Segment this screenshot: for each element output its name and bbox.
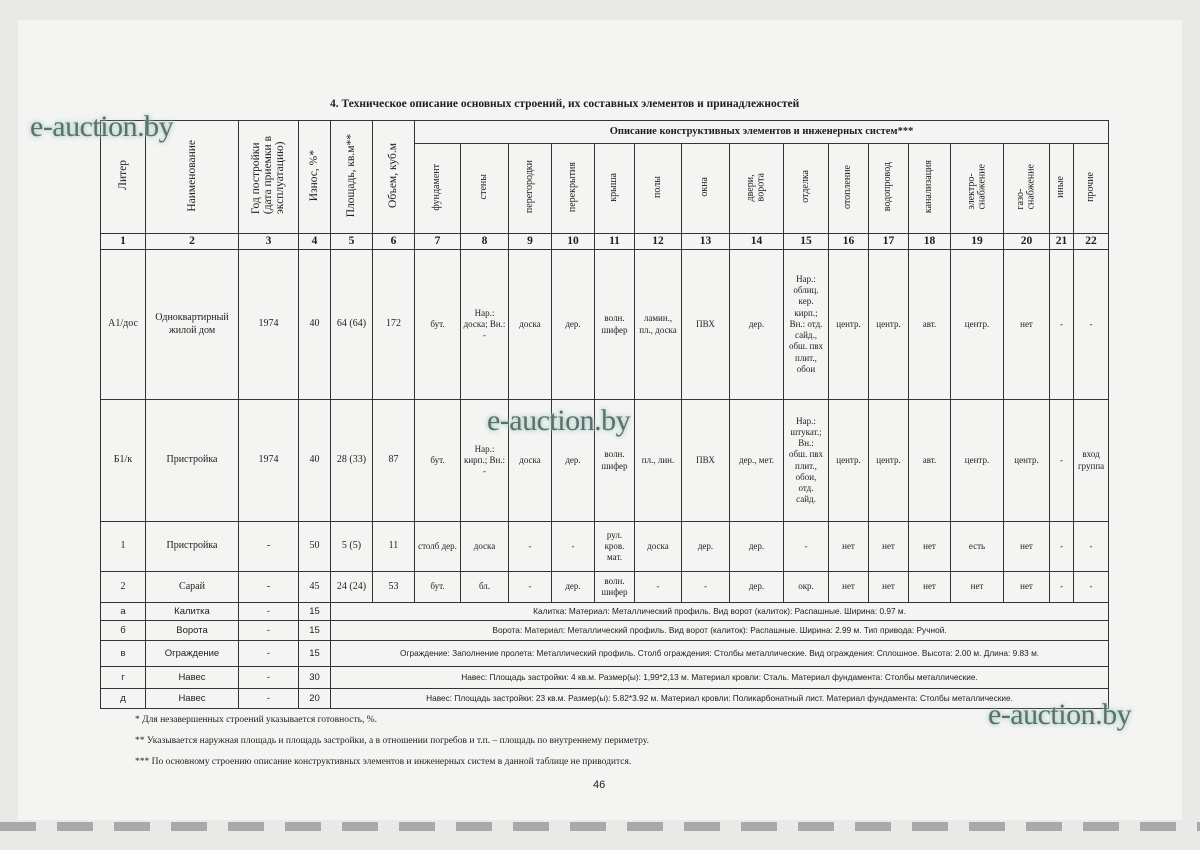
table-cell: - <box>239 621 299 641</box>
column-header <box>373 121 415 234</box>
description-cell: Навес: Площадь застройки: 23 кв.м. Размер(ы): 5.82*3.92 м. Материал кровли: Поликарбонатный лист. Материал фундамента: Столбы металлические. <box>331 689 1109 709</box>
table-cell: Сарай <box>146 572 239 603</box>
watermark: e-auction.by <box>487 404 631 437</box>
footnotes <box>135 710 649 773</box>
table-cell: - <box>682 572 730 603</box>
scan-edge-mark <box>798 822 834 831</box>
column-number: 8 <box>461 234 509 250</box>
table-cell: дер. <box>730 572 784 603</box>
column-header-label: газо- снабжение <box>1015 164 1037 210</box>
table-cell: 1 <box>101 522 146 572</box>
column-number: 16 <box>829 234 869 250</box>
column-header <box>1074 144 1109 234</box>
column-number: 12 <box>635 234 682 250</box>
column-header <box>730 144 784 234</box>
table-cell: 64 (64) <box>331 250 373 400</box>
table-cell: дер. <box>730 250 784 400</box>
table-cell: - <box>552 522 595 572</box>
table-cell: - <box>239 667 299 689</box>
column-header-label: Литер <box>116 160 129 191</box>
scan-edge-mark <box>684 822 720 831</box>
table-cell: доска <box>461 522 509 572</box>
scan-edge-mark <box>969 822 1005 831</box>
table-cell: центр. <box>869 400 909 522</box>
table-cell: - <box>1050 522 1074 572</box>
table-row <box>101 522 1109 572</box>
table-cell: авт. <box>909 400 951 522</box>
column-number: 18 <box>909 234 951 250</box>
column-number: 6 <box>373 234 415 250</box>
table-cell: 24 (24) <box>331 572 373 603</box>
table-cell: нет <box>909 522 951 572</box>
column-number: 10 <box>552 234 595 250</box>
column-number: 17 <box>869 234 909 250</box>
column-number: 13 <box>682 234 730 250</box>
table-cell: есть <box>951 522 1004 572</box>
table-cell: д <box>101 689 146 709</box>
table-cell: Б1/к <box>101 400 146 522</box>
scan-edge-mark <box>513 822 549 831</box>
table-cell: центр. <box>869 250 909 400</box>
table-cell: ПВХ <box>682 400 730 522</box>
description-cell: Навес: Площадь застройки: 4 кв.м. Размер(ы): 1,99*2,13 м. Материал кровли: Сталь. Материал фундамента: Столбы металлические. <box>331 667 1109 689</box>
column-header <box>299 121 331 234</box>
scan-edge-mark <box>171 822 207 831</box>
description-cell: Калитка: Материал: Металлический профиль. Вид ворот (калиток): Распашные. Ширина: 0.97 м. <box>331 603 1109 621</box>
table-cell: Навес <box>146 689 239 709</box>
column-header <box>509 144 552 234</box>
table-row <box>101 667 1109 689</box>
column-header <box>784 144 829 234</box>
table-cell: - <box>509 522 552 572</box>
table-cell: нет <box>1004 250 1050 400</box>
table-cell: Нар.: доска; Вн.: - <box>461 250 509 400</box>
column-number: 20 <box>1004 234 1050 250</box>
table-cell: - <box>635 572 682 603</box>
column-header <box>552 144 595 234</box>
column-header-label: перекрытия <box>566 161 578 212</box>
table-row <box>101 689 1109 709</box>
table-cell: - <box>509 572 552 603</box>
table-cell: 1974 <box>239 250 299 400</box>
table-cell: нет <box>909 572 951 603</box>
table-cell: 1974 <box>239 400 299 522</box>
scan-edge-mark <box>1140 822 1176 831</box>
column-number: 2 <box>146 234 239 250</box>
table-cell: - <box>239 522 299 572</box>
table-cell: 2 <box>101 572 146 603</box>
watermark: e-auction.by <box>988 698 1132 731</box>
column-header <box>239 121 299 234</box>
table-cell: - <box>239 603 299 621</box>
column-group-header: Описание конструктивных элементов и инженерных систем*** <box>415 121 1109 144</box>
table-cell: 40 <box>299 250 331 400</box>
table-row <box>101 250 1109 400</box>
table-cell: г <box>101 667 146 689</box>
scan-edge-mark <box>0 822 36 831</box>
footnote: ** Указывается наружная площадь и площадь застройки, а в отношении погребов и т.п. – площадь по внутреннему периметру. <box>135 736 649 746</box>
column-header <box>909 144 951 234</box>
table-row <box>101 572 1109 603</box>
column-number: 4 <box>299 234 331 250</box>
table-cell: бл. <box>461 572 509 603</box>
column-header <box>951 144 1004 234</box>
table-cell: центр. <box>951 400 1004 522</box>
table-cell: центр. <box>829 250 869 400</box>
column-header-label: иные <box>1055 175 1067 198</box>
table-cell: дер. <box>552 250 595 400</box>
table-cell: нет <box>869 522 909 572</box>
table-cell: - <box>1074 522 1109 572</box>
column-header-label: Износ, %* <box>308 149 321 201</box>
scan-edge-mark <box>741 822 777 831</box>
column-header-label: Площадь, кв.м** <box>345 133 358 218</box>
scan-edge-mark <box>57 822 93 831</box>
scan-edge-mark <box>114 822 150 831</box>
table-cell: Одноквартирный жилой дом <box>146 250 239 400</box>
table-cell: окр. <box>784 572 829 603</box>
column-header-label: прочие <box>1084 171 1096 202</box>
page-number: 46 <box>593 779 606 791</box>
column-header <box>869 144 909 234</box>
section-title: 4. Техническое описание основных строений, их составных элементов и принадлежностей <box>330 98 800 110</box>
column-header-label: электро- снабжение <box>965 164 987 210</box>
table-cell: нет <box>829 522 869 572</box>
watermark: e-auction.by <box>30 110 174 143</box>
column-header-label: отопление <box>842 164 854 209</box>
table-cell: - <box>1050 400 1074 522</box>
description-cell: Ограждение: Заполнение пролета: Металлический профиль. Столб ограждения: Столбы металлические. Вид ограждения: Сплошное. Высота: 2.00 м. Длина: 9.83 м. <box>331 641 1109 667</box>
table-cell: Навес <box>146 667 239 689</box>
column-header <box>331 121 373 234</box>
table-cell: 15 <box>299 603 331 621</box>
column-number: 5 <box>331 234 373 250</box>
table-cell: 45 <box>299 572 331 603</box>
column-number: 9 <box>509 234 552 250</box>
description-cell: Ворота: Материал: Металлический профиль. Вид ворот (калиток): Распашные. Ширина: 2.99 м. Тип привода: Ручной. <box>331 621 1109 641</box>
column-header <box>635 144 682 234</box>
table-cell: - <box>1074 250 1109 400</box>
column-number: 3 <box>239 234 299 250</box>
table-cell: вход группа <box>1074 400 1109 522</box>
table-row <box>101 621 1109 641</box>
column-header-label: водопровод <box>882 162 894 212</box>
table-cell: Пристройка <box>146 522 239 572</box>
table-cell: волн. шифер <box>595 400 635 522</box>
column-header <box>1004 144 1050 234</box>
table-cell: нет <box>951 572 1004 603</box>
table-cell: доска <box>635 522 682 572</box>
table-cell: 20 <box>299 689 331 709</box>
column-header-label: Объем, куб.м <box>387 142 400 208</box>
column-number: 21 <box>1050 234 1074 250</box>
table-cell: волн. шифер <box>595 250 635 400</box>
column-header-label: Год постройки (дата приемки в эксплуатацию) <box>250 136 287 215</box>
column-header-label: перегородки <box>523 160 535 214</box>
scan-edge-mark <box>1026 822 1062 831</box>
table-cell: б <box>101 621 146 641</box>
table-cell: А1/дос <box>101 250 146 400</box>
table-cell: в <box>101 641 146 667</box>
table-cell: - <box>239 641 299 667</box>
table-cell: 28 (33) <box>331 400 373 522</box>
table-cell: дер. <box>552 400 595 522</box>
table-cell: доска <box>509 400 552 522</box>
table-cell: - <box>1074 572 1109 603</box>
scan-edge-mark <box>855 822 891 831</box>
table-cell: ламин., пл., доска <box>635 250 682 400</box>
table-cell: - <box>239 689 299 709</box>
table-cell: центр. <box>951 250 1004 400</box>
table-cell: доска <box>509 250 552 400</box>
table-cell: Нар.: штукат.; Вн.: обш. пвх плит., обои, отд. сайд. <box>784 400 829 522</box>
table-cell: волн. шифер <box>595 572 635 603</box>
table-cell: бут. <box>415 250 461 400</box>
table-cell: нет <box>1004 572 1050 603</box>
scan-edge-mark <box>570 822 606 831</box>
column-header-label: крыша <box>608 172 620 202</box>
column-header-label: окна <box>699 177 711 197</box>
table-cell: 50 <box>299 522 331 572</box>
table-cell: 15 <box>299 641 331 667</box>
table-row <box>101 603 1109 621</box>
table-cell: 30 <box>299 667 331 689</box>
column-header <box>682 144 730 234</box>
column-header-label: отделка <box>799 170 811 204</box>
table-cell: дер. <box>682 522 730 572</box>
table-cell: нет <box>829 572 869 603</box>
table-cell: нет <box>869 572 909 603</box>
table-cell: дер. <box>730 522 784 572</box>
table-cell: 40 <box>299 400 331 522</box>
table-cell: ПВХ <box>682 250 730 400</box>
column-number: 19 <box>951 234 1004 250</box>
column-number: 7 <box>415 234 461 250</box>
table-cell: - <box>239 572 299 603</box>
table-cell: дер., мет. <box>730 400 784 522</box>
table-cell: - <box>1050 572 1074 603</box>
table-cell: Нар.: кирп.; Вн.: - <box>461 400 509 522</box>
scan-edge-mark <box>456 822 492 831</box>
column-number: 15 <box>784 234 829 250</box>
column-header <box>829 144 869 234</box>
column-number-row <box>101 234 1109 250</box>
column-header <box>461 144 509 234</box>
column-header-label: двери, ворота <box>745 172 767 202</box>
table-row <box>101 641 1109 667</box>
column-header-label: канализация <box>923 160 935 214</box>
column-header-label: Наименование <box>185 139 198 212</box>
table-cell: 15 <box>299 621 331 641</box>
table-cell: Пристройка <box>146 400 239 522</box>
table-cell: Нар.: облиц. кер. кирп.; Вн.: отд. сайд., обш. пвх плит., обои <box>784 250 829 400</box>
table-cell: Калитка <box>146 603 239 621</box>
table-cell: рул. кров. мат. <box>595 522 635 572</box>
table-cell: пл., лин. <box>635 400 682 522</box>
table-cell: Ворота <box>146 621 239 641</box>
table-cell: 5 (5) <box>331 522 373 572</box>
table-cell: - <box>784 522 829 572</box>
scan-edge-mark <box>342 822 378 831</box>
table-cell: а <box>101 603 146 621</box>
table-cell: авт. <box>909 250 951 400</box>
table-cell: Ограждение <box>146 641 239 667</box>
column-header <box>1050 144 1074 234</box>
column-header-label: полы <box>651 175 663 198</box>
table-cell: центр. <box>1004 400 1050 522</box>
scan-edge-mark <box>228 822 264 831</box>
scan-edge-mark <box>285 822 321 831</box>
footnote: * Для незавершенных строений указывается готовность, %. <box>135 715 377 725</box>
table-cell: столб дер. <box>415 522 461 572</box>
table-cell: - <box>1050 250 1074 400</box>
column-number: 11 <box>595 234 635 250</box>
footnote: *** По основному строению описание конструктивных элементов и инженерных систем в данной таблице не приводится. <box>135 757 632 767</box>
table-cell: бут. <box>415 572 461 603</box>
column-number: 14 <box>730 234 784 250</box>
column-header-label: стены <box>478 174 490 200</box>
scan-edge-mark <box>399 822 435 831</box>
table-cell: 53 <box>373 572 415 603</box>
column-header <box>595 144 635 234</box>
table-cell: 11 <box>373 522 415 572</box>
table-cell: бут. <box>415 400 461 522</box>
table-cell: нет <box>1004 522 1050 572</box>
scan-edge-mark <box>627 822 663 831</box>
table-cell: 87 <box>373 400 415 522</box>
column-number: 1 <box>101 234 146 250</box>
column-header <box>415 144 461 234</box>
table-cell: дер. <box>552 572 595 603</box>
header-row <box>101 121 1109 144</box>
column-number: 22 <box>1074 234 1109 250</box>
scan-edge-mark <box>1083 822 1119 831</box>
column-header-label: фундамент <box>431 163 443 211</box>
table-cell: центр. <box>829 400 869 522</box>
scan-edge-mark <box>912 822 948 831</box>
table-cell: 172 <box>373 250 415 400</box>
